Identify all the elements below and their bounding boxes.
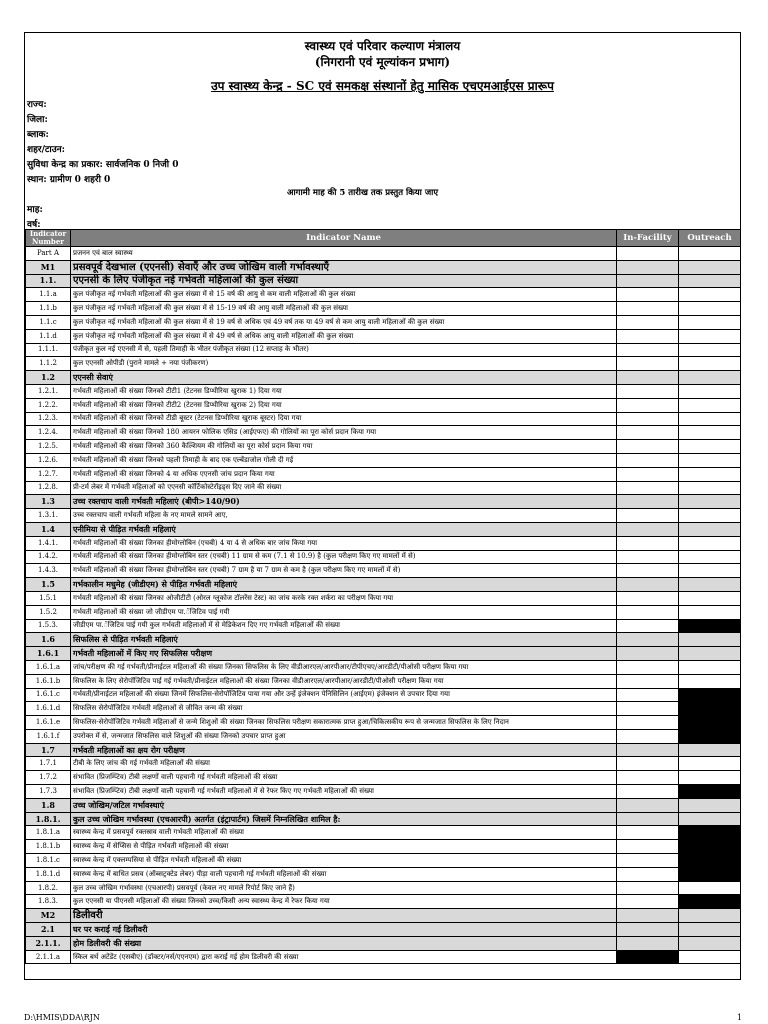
table-row [26,453,741,467]
indicator-name: एएनसी के लिए पंजीकृत नई गर्भवती महिलाओं की कुल संख्या [71,274,617,288]
outreach-cell[interactable] [679,771,741,785]
table-row [26,605,741,619]
table-row [26,757,741,771]
indicator-number: 1.8.1.b [26,840,71,854]
in-facility-cell[interactable] [617,536,679,550]
indicator-number: 1.1.1. [26,343,71,357]
indicator-number: 1.4.2. [26,550,71,564]
in-facility-cell[interactable] [617,867,679,881]
in-facility-cell[interactable] [617,881,679,895]
indicator-name: गर्भवती महिलाओं की संख्या जिनका हीमोग्लोबिन स्तर (एचबी) 7 ग्राम है या 7 ग्राम से कम है (कुल परीक्षण किए गए मामलों में से) [71,564,617,578]
in-facility-cell[interactable] [617,702,679,716]
in-facility-cell[interactable] [617,550,679,564]
indicator-number: 1.4.1. [26,536,71,550]
indicator-number: 1.8.1. [26,812,71,826]
in-facility-cell[interactable] [617,785,679,799]
indicator-rows [26,247,741,964]
location-field[interactable]: स्थान: ग्रामीण 0 शहरी 0 [27,175,111,185]
table-row [26,247,741,261]
in-facility-cell[interactable] [617,812,679,826]
report-sheet [24,32,741,980]
outreach-cell[interactable] [679,260,741,274]
indicator-number: 1.8.1.d [26,867,71,881]
indicator-name: संभावित (प्रिजम्प्टिव) टीबी लक्षणों वाली पहचानी गई गर्भवती महिलाओं की संख्या [71,771,617,785]
indicator-number: 1.2.3. [26,412,71,426]
in-facility-cell[interactable] [617,426,679,440]
table-row [26,867,741,881]
outreach-cell[interactable] [679,536,741,550]
footer-page-number: 1 [737,1013,743,1022]
indicator-name: कुल एएनसी ओपीडी (पुराने मामले + नया पंजीकरण) [71,357,617,371]
submission-deadline: आगामी माह की 5 तारीख तक प्रस्तुत किया जाए [287,188,439,198]
city-field[interactable]: शहर/टाउन: [27,145,65,155]
in-facility-cell[interactable] [617,826,679,840]
table-row [26,550,741,564]
indicator-name: गर्भवती/प्रीनाईटल महिलाओं की संख्या जिनमें सिफलिस-सेरोपॉजिटिव पाया गया और उन्हें इंजेक्शन पेनिसिलिन (आईएम) इंजेक्शन से उपचार दिया गया [71,688,617,702]
in-facility-cell[interactable] [617,771,679,785]
indicator-number: Part A [26,247,71,261]
indicator-name: कुल पंजीकृत नई गर्भवती महिलाओं की कुल संख्या में से 49 वर्ष से अधिक आयु वाली महिलाओं की कुल संख्या [71,329,617,343]
indicator-table [25,229,741,964]
indicator-number: 1.5.3. [26,619,71,633]
indicator-number: 1.6 [26,633,71,647]
in-facility-cell[interactable] [617,674,679,688]
table-row [26,840,741,854]
indicator-number: 1.4 [26,522,71,536]
in-facility-cell[interactable] [617,481,679,495]
table-row [26,398,741,412]
indicator-name: एनीमिया से पीड़ित गर्भवती महिलाएं [71,522,617,536]
outreach-cell [679,702,741,716]
outreach-cell [679,826,741,840]
outreach-cell[interactable] [679,647,741,661]
in-facility-cell[interactable] [617,729,679,743]
outreach-cell [679,895,741,909]
table-row [26,909,741,923]
year-field[interactable]: वर्ष: [27,220,41,230]
table-row [26,812,741,826]
table-row [26,895,741,909]
indicator-name: गर्भवती महिलाओं की संख्या जिनको 360 कैल्शियम की गोलियों का पूरा कोर्स प्रदान किया गया [71,440,617,454]
col-header-name: Indicator Name [71,230,617,247]
in-facility-cell[interactable] [617,688,679,702]
in-facility-cell[interactable] [617,798,679,812]
indicator-name: स्वास्थ्य केन्द्र में एक्लम्पसिया से पीड़ित गर्भवती महिलाओं की संख्या [71,854,617,868]
in-facility-cell[interactable] [617,357,679,371]
table-row [26,426,741,440]
indicator-name: पंजीकृत कुल नई एएनसी में से, पहली तिमाही के भीतर पंजीकृत संख्या (12 सप्ताह के भीतर) [71,343,617,357]
outreach-cell[interactable] [679,315,741,329]
table-row [26,564,741,578]
indicator-name: गर्भवती महिलाओं की संख्या जिनका हीमोग्लोबिन (एचबी) 4 या 4 से अधिक बार जांच किया गया [71,536,617,550]
outreach-cell[interactable] [679,357,741,371]
outreach-cell [679,785,741,799]
indicator-name: सिफलिस से पीड़ित गर्भवती महिलाएं [71,633,617,647]
indicator-number: 1.6.1.e [26,716,71,730]
in-facility-cell[interactable] [617,329,679,343]
in-facility-cell[interactable] [617,453,679,467]
in-facility-cell[interactable] [617,895,679,909]
table-row [26,702,741,716]
outreach-cell[interactable] [679,881,741,895]
indicator-name: कुल उच्च जोखिम गर्भावस्था (एचआरपी) प्रसवपूर्व (केवल नए मामले रिपोर्ट किए जाने हैं) [71,881,617,895]
indicator-name: सिफलिस सेरोपॉजिटिव गर्भवती महिलाओं से जीवित जन्म की संख्या [71,702,617,716]
indicator-name: डिलीवरी [71,909,617,923]
outreach-cell [679,854,741,868]
in-facility-cell[interactable] [617,302,679,316]
indicator-number: 2.1 [26,923,71,937]
indicator-number: 1.3 [26,495,71,509]
table-row [26,302,741,316]
indicator-name: उच्च रक्तचाप वाली गर्भवती महिला के नए मामले सामने आए, [71,509,617,523]
outreach-cell[interactable] [679,757,741,771]
in-facility-cell[interactable] [617,633,679,647]
table-row [26,950,741,964]
in-facility-cell[interactable] [617,564,679,578]
table-row [26,315,741,329]
indicator-number: 1.5.2 [26,605,71,619]
outreach-cell[interactable] [679,509,741,523]
table-row [26,522,741,536]
footer-file-path: D:\HMIS\DDA\RJN [24,1013,100,1022]
indicator-name: स्किल बर्थ अटेंडेंट (एसबीए) (डॉक्टर/नर्स/एएनएम) द्वारा कराई गई होम डिलीवरी की संख्या [71,950,617,964]
outreach-cell[interactable] [679,660,741,674]
outreach-cell[interactable] [679,329,741,343]
indicator-name: जीडीएम पा.ॅजिटिव पाई गयी कुल गर्भवती महिलाओं में से मेडिकेशन दिए गए गर्भवती महिलाओं की संख्या [71,619,617,633]
indicator-number: 1.2.7. [26,467,71,481]
table-row [26,729,741,743]
indicator-name: प्रजनन एवं बाल स्वास्थ्य [71,247,617,261]
outreach-cell[interactable] [679,564,741,578]
facility-type-field[interactable]: सुविधा केन्द्र का प्रकार: सार्वजनिक 0 निजी 0 [27,160,179,170]
in-facility-cell[interactable] [617,371,679,385]
in-facility-cell[interactable] [617,619,679,633]
outreach-cell[interactable] [679,426,741,440]
indicator-number: M2 [26,909,71,923]
table-row [26,881,741,895]
table-row [26,274,741,288]
indicator-name: गर्भवती महिलाओं की संख्या जिनको 4 या अधिक एएनसी जांच प्रदान किया गया [71,467,617,481]
in-facility-cell[interactable] [617,840,679,854]
indicator-number: 1.7.2 [26,771,71,785]
table-row [26,440,741,454]
outreach-cell[interactable] [679,467,741,481]
outreach-cell[interactable] [679,274,741,288]
in-facility-cell [617,950,679,964]
month-field[interactable]: माह: [27,205,43,215]
indicator-number: 1.8 [26,798,71,812]
indicator-number: 1.1.c [26,315,71,329]
table-row [26,412,741,426]
indicator-name: गर्भवती महिलाओं की संख्या जो जीडीएम पा.ॅजिटिव पाई गयी [71,605,617,619]
table-row [26,936,741,950]
indicator-name: टीबी के लिए जांच की गई गर्भवती महिलाओं की संख्या [71,757,617,771]
outreach-cell [679,716,741,730]
table-row [26,674,741,688]
indicator-number: 1.1.a [26,288,71,302]
indicator-number: 1.7 [26,743,71,757]
indicator-number: 1.8.1.a [26,826,71,840]
indicator-name: स्वास्थ्य केन्द्र में प्रसवपूर्व रक्तस्राव वाली गर्भवती महिलाओं की संख्या [71,826,617,840]
indicator-number: 1.7.3 [26,785,71,799]
indicator-number: 1.8.2. [26,881,71,895]
in-facility-cell[interactable] [617,923,679,937]
indicator-number: 1.1.b [26,302,71,316]
table-row [26,481,741,495]
col-header-outreach: Outreach [679,230,741,247]
indicator-name: गर्भवती महिलाओं की संख्या जिनको टीटी1 (टेटनस डिप्थीरिया खुराक 1) दिया गया [71,384,617,398]
table-row [26,716,741,730]
indicator-name: कुल पंजीकृत नई गर्भवती महिलाओं की कुल संख्या में से 15-19 वर्ष की आयु वाली महिलाओं की कुल संख्या [71,302,617,316]
indicator-number: 1.6.1.b [26,674,71,688]
table-row [26,467,741,481]
indicator-number: 1.6.1.f [26,729,71,743]
in-facility-cell[interactable] [617,716,679,730]
indicator-name: उपरोक्त में से, जन्मजात सिफलिस वाले शिशुओं की संख्या जिनको उपचार प्राप्त हुआ [71,729,617,743]
indicator-number: 1.1.d [26,329,71,343]
indicator-name: संभावित (प्रिजम्प्टिव) टीबी लक्षणों वाली पहचानी गई गर्भवती महिलाओं में से रेफर किए गए गर्भवती महिलाओं की संख्या [71,785,617,799]
in-facility-cell[interactable] [617,936,679,950]
indicator-number: 1.6.1 [26,647,71,661]
table-row [26,371,741,385]
table-row [26,495,741,509]
indicator-number: 1.2.5. [26,440,71,454]
outreach-cell[interactable] [679,522,741,536]
division-title: (निगरानी एवं मूल्यांकन प्रभाग) [314,55,451,69]
indicator-number: 1.2 [26,371,71,385]
indicator-number: 1.2.1. [26,384,71,398]
outreach-cell [679,729,741,743]
outreach-cell [679,619,741,633]
outreach-cell[interactable] [679,591,741,605]
in-facility-cell[interactable] [617,647,679,661]
outreach-cell[interactable] [679,495,741,509]
indicator-name: कुल पंजीकृत नई गर्भवती महिलाओं की कुल संख्या में से 19 वर्ष से अधिक एवं 49 वर्ष तक या 49 वर्ष से कम आयु वाली महिलाओं की कुल संख्या [71,315,617,329]
table-row [26,633,741,647]
indicator-number: 1.6.1.c [26,688,71,702]
outreach-cell[interactable] [679,384,741,398]
indicator-name: कुल एएनसी या पीएनसी महिलाओं की संख्या जिनको उच्च/किसी अन्य स्वास्थ्य केन्द्र में रेफर किया गया [71,895,617,909]
table-row [26,619,741,633]
indicator-name: होम डिलीवरी की संख्या [71,936,617,950]
outreach-cell[interactable] [679,288,741,302]
outreach-cell[interactable] [679,923,741,937]
outreach-cell [679,867,741,881]
indicator-name: उच्च जोखिम/जटिल गर्भावस्थाएं [71,798,617,812]
table-header-row [26,230,741,247]
indicator-name: गर्भवती महिलाओं की संख्या जिनका हीमोग्लोबिन स्तर (एचबी) 11 ग्राम से कम (7.1 से 10.9) है (कुल परीक्षण किए गए मामलों में से) [71,550,617,564]
indicator-name: एएनसी सेवाएं [71,371,617,385]
outreach-cell[interactable] [679,481,741,495]
indicator-number: 1.2.4. [26,426,71,440]
in-facility-cell[interactable] [617,247,679,261]
outreach-cell[interactable] [679,950,741,964]
table-row [26,785,741,799]
table-row [26,536,741,550]
table-row [26,343,741,357]
outreach-cell[interactable] [679,578,741,592]
indicator-name: प्रसवपूर्व देखभाल (एएनसी) सेवाएँ और उच्च जोखिम वाली गर्भावस्थाएँ [71,260,617,274]
in-facility-cell[interactable] [617,412,679,426]
in-facility-cell[interactable] [617,440,679,454]
in-facility-cell[interactable] [617,398,679,412]
table-row [26,798,741,812]
in-facility-cell[interactable] [617,854,679,868]
table-row [26,591,741,605]
table-row [26,384,741,398]
indicator-name: गर्भवती महिलाओं की संख्या जिनको 180 आयरन फोलिक एसिड (आईएफए) की गोलियों का पूरा कोर्स प्रदान किया गया [71,426,617,440]
indicator-name: गर्भवती महिलाओं की संख्या जिनको पहली तिमाही के बाद एक एल्बेंडाजोल गोली दी गई [71,453,617,467]
outreach-cell[interactable] [679,440,741,454]
table-row [26,329,741,343]
table-row [26,357,741,371]
indicator-name: गर्भवती महिलाओं का क्षय रोग परीक्षण [71,743,617,757]
indicator-name: घर पर कराई गई डिलीवरी [71,923,617,937]
indicator-number: 1.2.2. [26,398,71,412]
indicator-number: 1.1. [26,274,71,288]
in-facility-cell[interactable] [617,743,679,757]
outreach-cell[interactable] [679,743,741,757]
in-facility-cell[interactable] [617,384,679,398]
outreach-cell[interactable] [679,302,741,316]
table-row [26,660,741,674]
indicator-name: गर्भवती महिलाओं की संख्या जिनको टीडी बूस्टर (टेटनस डिप्थीरिया खुराक बूस्टर) दिया गया [71,412,617,426]
indicator-number: 2.1.1.a [26,950,71,964]
indicator-name: उच्च रक्तचाप वाली गर्भवती महिलाएं (बीपी>140/90) [71,495,617,509]
table-row [26,260,741,274]
in-facility-cell[interactable] [617,591,679,605]
indicator-number: 1.5.1 [26,591,71,605]
outreach-cell[interactable] [679,412,741,426]
indicator-name: जांच/परीक्षण की गई गर्भवती/प्रीनाईटल महिलाओं की संख्या जिनका सिफलिस के लिए वीडीआरएल/आरपीआर/टीपीएचए/आरडीटी/पीओसी परीक्षण किया गया [71,660,617,674]
outreach-cell[interactable] [679,453,741,467]
in-facility-cell[interactable] [617,605,679,619]
table-row [26,771,741,785]
in-facility-cell[interactable] [617,509,679,523]
in-facility-cell[interactable] [617,578,679,592]
in-facility-cell[interactable] [617,757,679,771]
outreach-cell[interactable] [679,812,741,826]
table-row [26,923,741,937]
indicator-name: सिफलिस के लिए सेरोपॉजिटिव पाई गई गर्भवती/प्रीनाईटल महिलाओं की संख्या जिनका वीडीआरएल/आरपीआर/आरडीटी/पीओसी परीक्षण किया गया [71,674,617,688]
outreach-cell[interactable] [679,550,741,564]
indicator-name: कुल पंजीकृत नई गर्भवती महिलाओं की कुल संख्या में से 15 वर्ष की आयु से कम वाली महिलाओं की कुल संख्या [71,288,617,302]
outreach-cell[interactable] [679,343,741,357]
table-row [26,743,741,757]
outreach-cell[interactable] [679,909,741,923]
in-facility-cell[interactable] [617,260,679,274]
in-facility-cell[interactable] [617,315,679,329]
district-field[interactable]: जिला: [27,115,48,125]
indicator-number: 1.1.2 [26,357,71,371]
table-row [26,578,741,592]
in-facility-cell[interactable] [617,343,679,357]
indicator-number: 1.2.6. [26,453,71,467]
outreach-cell[interactable] [679,936,741,950]
indicator-number: 1.3.1. [26,509,71,523]
indicator-name: कुल उच्च जोखिम गर्भावस्था (एचआरपी) अतर्गत (इंट्रापार्टम) जिसमें निम्नलिखित शामिल है: [71,812,617,826]
outreach-cell[interactable] [679,633,741,647]
indicator-name: प्री-टर्म लेबर में गर्भवती महिलाओं को एएनसी कॉर्टिकोस्टेरॉइड्स दिए जाने की संख्या [71,481,617,495]
col-header-in-facility: In-Facility [617,230,679,247]
outreach-cell[interactable] [679,398,741,412]
outreach-cell[interactable] [679,798,741,812]
indicator-name: सिफलिस-सेरोपॉजिटिव गर्भवती महिलाओं से जन्मे शिशुओं की संख्या जिनका सिफलिस परीक्षण सकारात्मक प्राप्त हुआ/चिकित्सकीय रूप से जन्मजात सिफलिस के लिए निदान [71,716,617,730]
indicator-number: 1.6.1.d [26,702,71,716]
indicator-number: 1.8.3. [26,895,71,909]
table-row [26,647,741,661]
indicator-name: गर्भवती महिलाओं की संख्या जिनको टीटी2 (टेटनस डिप्थीरिया खुराक 2) दिया गया [71,398,617,412]
indicator-name: स्वास्थ्य केन्द्र में सेप्सिस से पीड़ित गर्भवती महिलाओं की संख्या [71,840,617,854]
indicator-name: गर्भवती महिलाओं में किए गए सिफलिस परीक्षण [71,647,617,661]
ministry-title: स्वास्थ्य एवं परिवार कल्याण मंत्रालय [304,39,461,53]
outreach-cell [679,688,741,702]
indicator-number: 1.2.8. [26,481,71,495]
state-field[interactable]: राज्य: [27,100,47,110]
in-facility-cell[interactable] [617,288,679,302]
indicator-number: 1.8.1.c [26,854,71,868]
in-facility-cell[interactable] [617,495,679,509]
indicator-name: गर्भवती महिलाओं की संख्या जिनका ओजीटीटी (ओरल ग्लूकोज टॉलरेंस टेस्ट) का जांच करके रक्त शर्करा का परीक्षण किया गया [71,591,617,605]
indicator-number: 1.5 [26,578,71,592]
in-facility-cell[interactable] [617,660,679,674]
table-row [26,688,741,702]
table-row [26,509,741,523]
outreach-cell[interactable] [679,371,741,385]
in-facility-cell[interactable] [617,467,679,481]
indicator-name: गर्भकालीन मधुमेह (जीडीएम) से पीड़ित गर्भवती महिलाएं [71,578,617,592]
indicator-number: M1 [26,260,71,274]
format-title: उप स्वास्थ्य केन्द्र - SC एवं समकक्ष संस्थानों हेतु मासिक एचएमआईएस प्रारूप [211,79,554,93]
outreach-cell[interactable] [679,605,741,619]
outreach-cell[interactable] [679,247,741,261]
block-field[interactable]: ब्लाक: [27,130,49,140]
in-facility-cell[interactable] [617,274,679,288]
outreach-cell [679,840,741,854]
col-header-number: Indicator Number [26,230,71,247]
indicator-number: 1.7.1 [26,757,71,771]
indicator-name: स्वास्थ्य केन्द्र में बाधित प्रसव (ऑब्सट्रक्टेड लेबर) पीड़ा वाली पहचानी गई गर्भवती महिलाओं की संख्या [71,867,617,881]
indicator-number: 1.6.1.a [26,660,71,674]
in-facility-cell[interactable] [617,909,679,923]
table-row [26,288,741,302]
indicator-number: 1.4.3. [26,564,71,578]
table-row [26,826,741,840]
indicator-number: 2.1.1. [26,936,71,950]
outreach-cell[interactable] [679,674,741,688]
table-row [26,854,741,868]
in-facility-cell[interactable] [617,522,679,536]
